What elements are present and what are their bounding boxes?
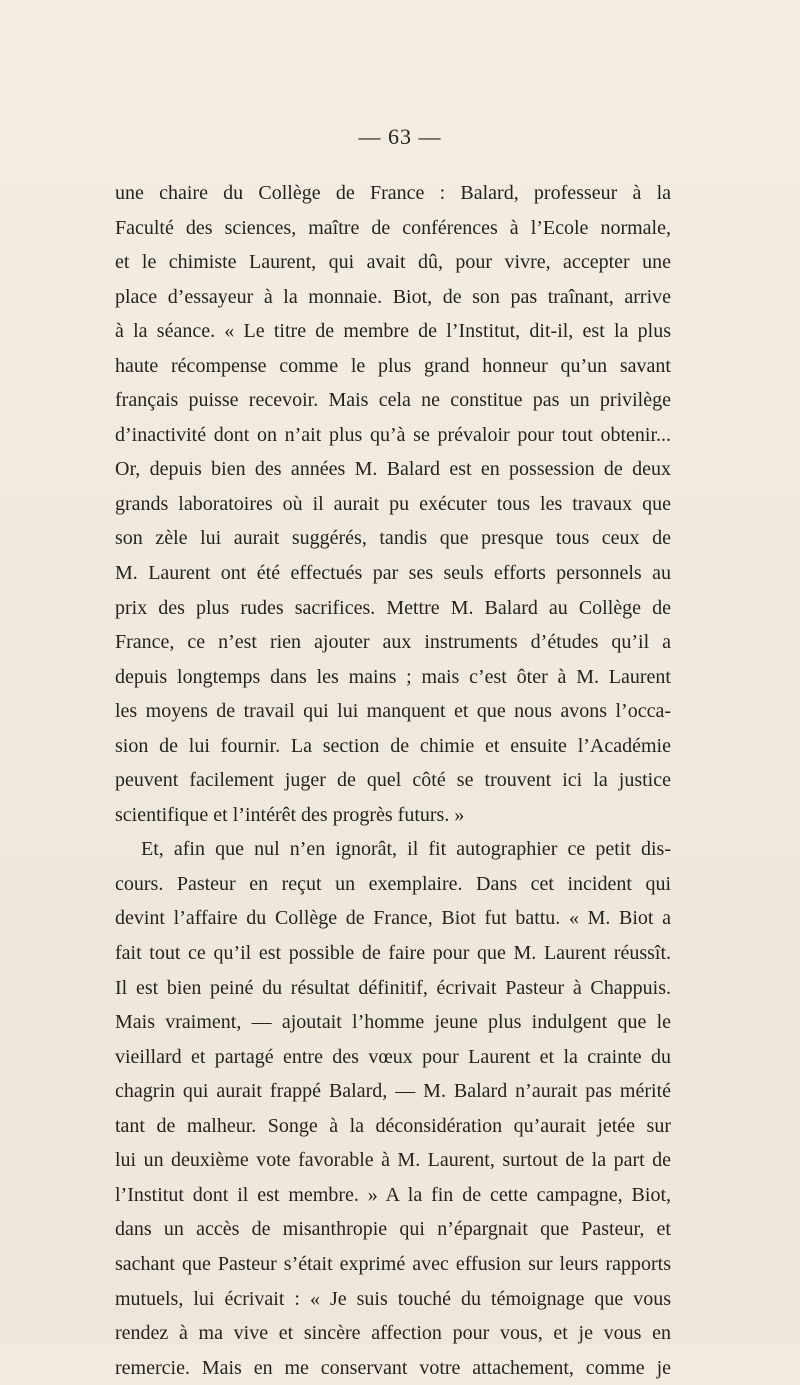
text-line: Faculté des sciences, maître de conférences à l’Ecole normale, xyxy=(115,216,671,239)
text-line: sion de lui fournir. La section de chimie et ensuite l’Académie xyxy=(115,734,671,757)
text-line: France, ce n’est rien ajouter aux instruments d’études qu’il a xyxy=(115,631,671,654)
text-line: dans un accès de misanthropie qui n’épargnait que Pasteur, et xyxy=(115,1218,671,1241)
text-line: sachant que Pasteur s’était exprimé avec effusion sur leurs rapports xyxy=(115,1252,671,1275)
text-line: cours. Pasteur en reçut un exemplaire. Dans cet incident qui xyxy=(115,872,671,895)
text-line: place d’essayeur à la monnaie. Biot, de son pas traînant, arrive xyxy=(115,285,671,308)
text-line: prix des plus rudes sacrifices. Mettre M. Balard au Collège de xyxy=(115,596,671,619)
text-line: d’inactivité dont on n’ait plus qu’à se prévaloir pour tout obtenir... xyxy=(115,423,671,446)
text-line: Il est bien peiné du résultat définitif, écrivait Pasteur à Chappuis. xyxy=(115,976,671,999)
text-line: grands laboratoires où il aurait pu exécuter tous les travaux que xyxy=(115,492,671,515)
text-line: fait tout ce qu’il est possible de faire pour que M. Laurent réussît. xyxy=(115,942,671,965)
text-line: français puisse recevoir. Mais cela ne constitue pas un privilège xyxy=(115,389,671,412)
text-line: peuvent facilement juger de quel côté se trouvent ici la justice xyxy=(115,769,671,792)
text-line: depuis longtemps dans les mains ; mais c’est ôter à M. Laurent xyxy=(115,665,671,688)
text-line: scientifique et l’intérêt des progrès futurs. » xyxy=(115,803,465,826)
text-line: mutuels, lui écrivait : « Je suis touché du témoignage que vous xyxy=(115,1287,671,1310)
text-line: à la séance. « Le titre de membre de l’Institut, dit-il, est la plus xyxy=(115,320,671,343)
text-line: l’Institut dont il est membre. » A la fin de cette campagne, Biot, xyxy=(115,1183,671,1206)
text-line: rendez à ma vive et sincère affection pour vous, et je vous en xyxy=(115,1322,671,1345)
text-line: M. Laurent ont été effectués par ses seuls efforts personnels au xyxy=(115,562,671,585)
body-text xyxy=(115,176,671,1385)
text-line: et le chimiste Laurent, qui avait dû, pour vivre, accepter une xyxy=(115,251,671,274)
text-line: Mais vraiment, — ajoutait l’homme jeune plus indulgent que le xyxy=(115,1011,671,1034)
text-line: lui un deuxième vote favorable à M. Laurent, surtout de la part de xyxy=(115,1149,671,1172)
text-line: Et, afin que nul n’en ignorât, il fit autographier ce petit dis- xyxy=(141,838,671,861)
text-line: devint l’affaire du Collège de France, Biot fut battu. « M. Biot a xyxy=(115,907,671,930)
text-line: Or, depuis bien des années M. Balard est en possession de deux xyxy=(115,458,671,481)
text-line: haute récompense comme le plus grand honneur qu’un savant xyxy=(115,354,671,377)
text-line: une chaire du Collège de France : Balard, professeur à la xyxy=(115,182,671,204)
page-number: — 63 — xyxy=(358,124,442,149)
text-line: chagrin qui aurait frappé Balard, — M. Balard n’aurait pas mérité xyxy=(115,1080,671,1103)
text-line: les moyens de travail qui lui manquent et que nous avons l’occa- xyxy=(115,700,671,723)
text-line: tant de malheur. Songe à la déconsidération qu’aurait jetée sur xyxy=(115,1114,671,1137)
text-line: remercie. Mais en me conservant votre attachement, comme je xyxy=(115,1356,671,1379)
text-line: son zèle lui aurait suggérés, tandis que presque tous ceux de xyxy=(115,527,671,550)
text-line: vieillard et partagé entre des vœux pour Laurent et la crainte du xyxy=(115,1045,671,1068)
